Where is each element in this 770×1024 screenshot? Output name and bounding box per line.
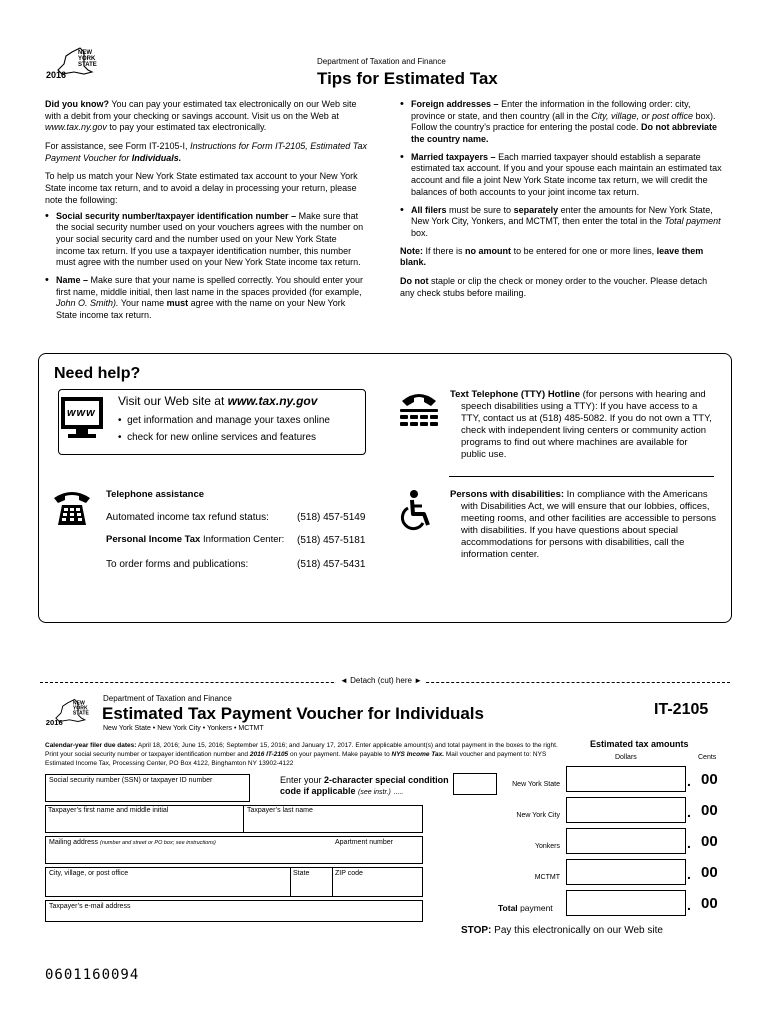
bullet-ssn: • Social security number/taxpayer identification number – Make sure that the social security number used on your vouchers agrees with the number on your social security card and the number used on your New York State income tax return. If you use a taxpayer identification number, this number must agree with the number used on your New York State income tax return. (45, 211, 367, 269)
amount-label: New York City (516, 812, 560, 819)
bullet-name: • Name – Make sure that your name is spelled correctly. You should enter your first name, middle initial, then last name in the spaces provided (for example, John O. Smith). Your name must agree with the name on your New York State income tax return. (45, 275, 367, 322)
form-number: IT-2105 (654, 701, 709, 718)
dollars-input[interactable] (566, 797, 686, 823)
total-cents-box[interactable]: 00 (701, 895, 718, 912)
phone-number-refund: (518) 457-5149 (297, 512, 366, 523)
wheelchair-icon (396, 489, 436, 533)
voucher-nys-logo (44, 696, 95, 727)
total-payment-label: Total payment (498, 903, 553, 913)
logo-state: STATE (72, 711, 89, 717)
note-no-amount: Note: If there is no amount to be entered for one or more lines, leave them blank. (400, 245, 704, 268)
amount-label: MCTMT (534, 874, 560, 881)
left-column (45, 99, 367, 328)
scan-barcode-number: 0601160094 (45, 967, 140, 983)
decimal-point: . (687, 897, 691, 913)
computer-icon (60, 396, 104, 440)
dollars-input[interactable] (566, 828, 686, 854)
apartment-label: Apartment number (335, 839, 393, 846)
mailing-address-field[interactable]: Mailing address (number and street or PO box; see instructions) (45, 836, 423, 864)
logo-state: STATE (78, 62, 97, 68)
telephone-icon (52, 488, 92, 528)
tty-hotline-text: Text Telephone (TTY) Hotline (for persons with hearing and speech disabilities using a TTY): If you have access to a TTY, contact us at (518) 485-5082. If you do not own a TTY, check with independent living centers or community action programs to find out where machines are available for public use. (450, 389, 712, 460)
tty-icon (398, 389, 440, 431)
last-name-field[interactable] (244, 805, 422, 833)
divider (449, 476, 714, 477)
divider (290, 867, 291, 897)
due-dates-text: Calendar-year filer due dates: April 18, 2016; June 15, 2016; September 15, 2016; and January 17, 2017. Enter applicable amount(s) and total payment in the boxes to the right. Print your social security number or taxpayer identification number and 2016 IT-2105 on your payment. Make payable to NYS Income Tax. Mail voucher and payment to: NYS Estimated Income Tax, Processing Center, PO Box 4122, Binghamton NY 13902-4122 (45, 742, 558, 767)
bullet-married-taxpayers: • Married taxpayers – Each married taxpayer should establish a separate estimated tax account. If you and your spouse each maintain an estimated tax account and file a joint New York State income tax return, we will credit the balances of both accounts to your joint income tax return. (400, 152, 722, 199)
telephone-title: Telephone assistance (106, 489, 205, 500)
paragraph-did-you-know: Did you know? You can pay your estimated tax electronically on our Web site with a debit from your checking or savings account. Visit us on the Web at www.tax.ny.gov to pay your estimated tax electronically. (45, 99, 357, 133)
city-label: City, village, or post office (49, 870, 129, 877)
logo-york: YORK (72, 706, 88, 712)
phone-number-pit: (518) 457-5181 (297, 535, 366, 546)
first-name-field[interactable] (45, 805, 243, 833)
amount-label: Yonkers (534, 843, 560, 850)
bullet-foreign-addresses: • Foreign addresses – Enter the information in the following order: city, province or state, and then country (all in the City, village, or post office box). Follow the country’s practice for entering the postal code. Do not abbreviate the country name. (400, 99, 722, 146)
logo-year: 2016 (46, 70, 67, 80)
first-name-label: Taxpayer’s first name and middle initial (48, 807, 169, 814)
page-title: Tips for Estimated Tax (317, 69, 498, 88)
decimal-point: . (687, 773, 691, 789)
cents-box[interactable]: 00 (701, 864, 718, 881)
right-column (400, 99, 722, 306)
note-do-not-staple: Do not staple or clip the check or money order to the voucher. Please detach any check stubs before mailing. (400, 275, 708, 298)
dept-name: Department of Taxation and Finance (317, 57, 446, 66)
website-line: Visit our Web site at www.tax.ny.gov (118, 394, 318, 408)
cents-box[interactable]: 00 (701, 771, 718, 788)
dollars-input[interactable] (566, 766, 686, 792)
dollars-header: Dollars (615, 754, 637, 761)
decimal-point: . (687, 835, 691, 851)
phone-label-pit: Personal Income Tax Information Center: (106, 534, 285, 545)
zip-label: ZIP code (335, 870, 363, 877)
ssn-field[interactable] (45, 774, 250, 802)
phone-number-forms: (518) 457-5431 (297, 559, 366, 570)
nys-logo (44, 44, 104, 80)
last-name-label: Taxpayer’s last name (247, 807, 313, 814)
total-dollars-input[interactable] (566, 890, 686, 916)
logo-year: 2016 (45, 718, 63, 727)
phone-label-forms: To order forms and publications: (106, 559, 249, 570)
dollars-input[interactable] (566, 859, 686, 885)
email-label: Taxpayer’s e-mail address (49, 903, 131, 910)
phone-label-refund: Automated income tax refund status: (106, 512, 269, 523)
logo-york: YORK (78, 56, 96, 62)
need-help-title: Need help? (54, 365, 141, 382)
www-label: www (67, 407, 96, 419)
city-row[interactable] (45, 867, 423, 897)
decimal-point: . (687, 804, 691, 820)
state-label: State (293, 870, 310, 877)
voucher-subtitle: New York State • New York City • Yonkers • MCTMT (103, 725, 264, 732)
email-field[interactable] (45, 900, 423, 922)
bullet-all-filers: • All filers must be sure to separately enter the amounts for New York State, New York City, Yonkers, and MCTMT, then enter the total in the Total payment box. (400, 205, 722, 240)
web-bullet-1: • get information and manage your taxes online (118, 415, 330, 426)
web-bullet-2: • check for new online services and features (118, 432, 317, 443)
detach-label: ◄ Detach (cut) here ► (336, 676, 426, 686)
voucher-dept: Department of Taxation and Finance (103, 694, 232, 703)
paragraph-match-account: To help us match your New York State estimated tax account to your New York State income tax return, and to avoid a delay in processing your return, please note the following: (45, 171, 358, 205)
logo-new: NEW (78, 50, 92, 56)
amount-label: New York State (512, 781, 560, 788)
ssn-label: Social security number (SSN) or taxpayer ID number (49, 777, 213, 784)
paragraph-assistance: For assistance, see Form IT-2105-I, Instructions for Form IT-2105, Estimated Tax Payment Voucher for Individuals. (45, 141, 367, 163)
voucher-title: Estimated Tax Payment Voucher for Individuals (102, 704, 484, 723)
logo-new: NEW (72, 701, 85, 707)
stop-notice: STOP: Pay this electronically on our Web site (461, 925, 663, 936)
decimal-point: . (687, 866, 691, 882)
cents-box[interactable]: 00 (701, 833, 718, 850)
cents-header: Cents (698, 754, 717, 761)
cents-box[interactable]: 00 (701, 802, 718, 819)
condition-code-label: Enter your 2-character special condition code if applicable (see instr.) ..... (280, 775, 449, 796)
disabilities-text: Persons with disabilities: In compliance with the Americans with Disabilities Act, we will ensure that our lobbies, offices, meeting rooms, and other facilities are accessible to persons with disabilities. If you have questions about special accommodations for persons with disabilities, call the information center. (450, 489, 717, 560)
estimated-amounts-title: Estimated tax amounts (590, 739, 689, 749)
divider (332, 867, 333, 897)
